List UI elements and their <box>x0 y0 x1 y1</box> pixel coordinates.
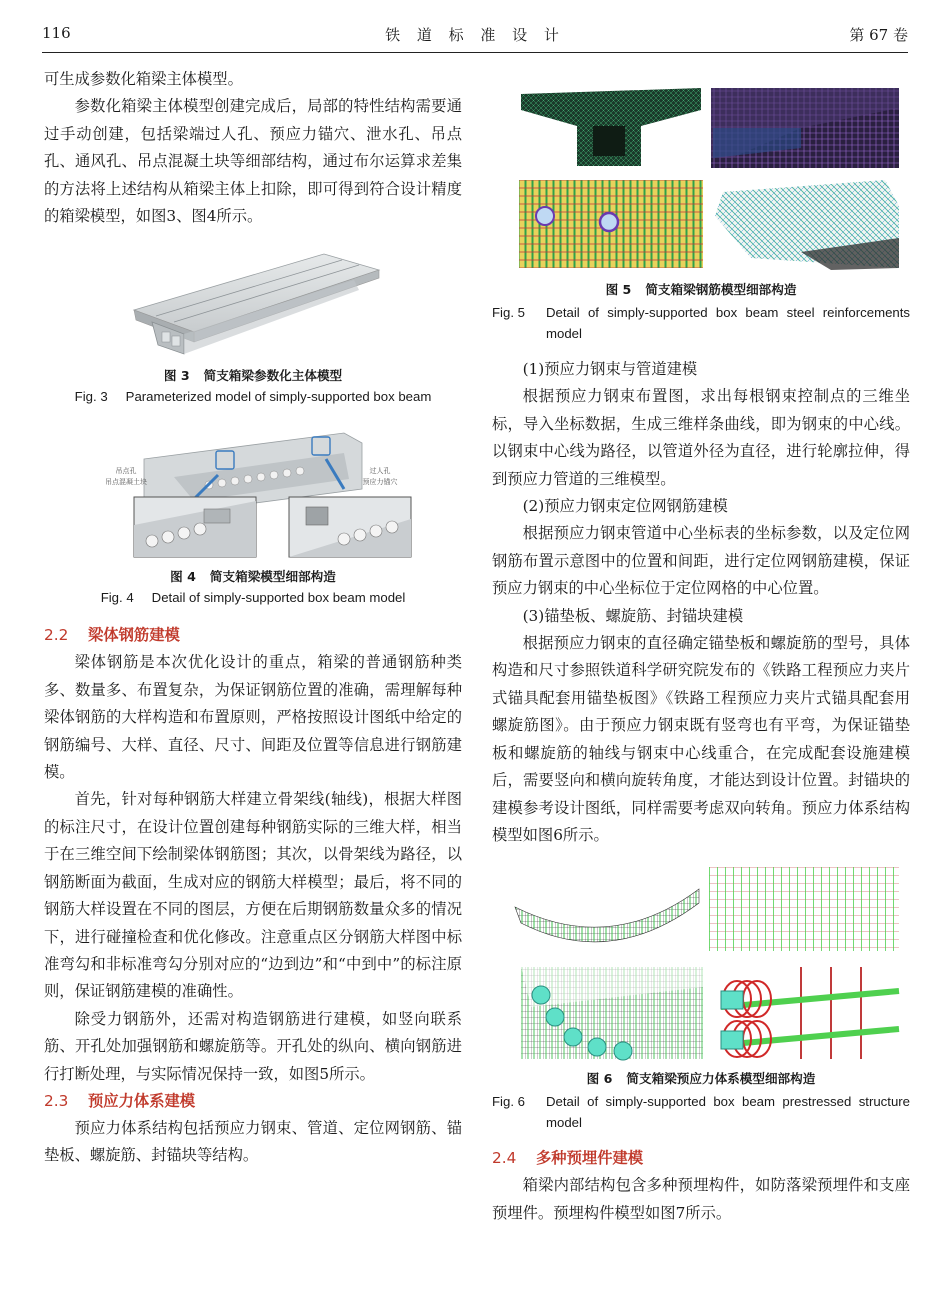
steel-reinforcement-detail-image <box>501 88 901 270</box>
figure-4 <box>44 429 462 559</box>
figure-6-caption-zh <box>492 1069 910 1089</box>
label-anchor-pocket: 预应力锚穴 <box>362 478 398 487</box>
figure-title: Parameterized model of simply-supported box beam <box>125 389 432 405</box>
paragraph: 根据预应力钢束布置图，求出每根钢束控制点的三维坐标，导入坐标数据，生成三维样条曲线，即为钢束的中心线。以钢束中心线为路径，以管道外径为直径，进行轮廓拉伸，得到预应力管道的三维模型。 <box>492 387 910 488</box>
figure-number: Fig. 4 <box>100 590 134 606</box>
figure-4-caption-en <box>44 587 462 608</box>
figure-title: Detail of simply-supported box beam model <box>151 590 406 606</box>
subheading: (1)预应力钢束与管道建模 <box>522 360 698 378</box>
paragraph: 箱梁内部结构包含多种预埋构件，如防落梁预埋件和支座预埋件。预埋构件模型如图7所示。 <box>492 1176 910 1222</box>
right-column <box>492 88 910 1227</box>
figure-title: 简支箱梁参数化主体模型 <box>203 368 343 384</box>
figure-number: 图 4 <box>170 569 196 585</box>
volume-label: 第 67 卷 <box>849 26 908 44</box>
figure-5-caption-en <box>492 302 910 344</box>
figure-number: 图 5 <box>605 282 632 297</box>
paragraph: 参数化箱梁主体模型创建完成后，局部的特性结构需要通过手动创建，包括梁端过人孔、预应力锚穴、泄水孔、吊点孔、通风孔、吊点混凝土块等细部结构，通过布尔运算求差集的方法将上述结构从箱梁主体上扣除，即可得到符合设计精度的箱梁模型，如图3、图4所示。 <box>44 97 462 226</box>
page-header <box>42 20 908 53</box>
figure-5 <box>501 88 901 270</box>
paragraph: 除受力钢筋外，还需对构造钢筋进行建模，如竖向联系筋、开孔处加强钢筋和螺旋筋等。开孔处的纵向、横向钢筋进行打断处理，与实际情况保持一致，如图5所示。 <box>44 1009 462 1083</box>
label-lifting-block: 吊点混凝土块 <box>105 478 147 487</box>
prestressed-structure-image <box>501 867 901 1063</box>
figure-3 <box>44 250 462 360</box>
figure-number: 图 3 <box>163 368 190 384</box>
label-manhole: 过人孔 <box>369 467 391 476</box>
figure-4-caption-zh <box>44 567 462 587</box>
figure-title: 简支箱梁模型细部构造 <box>209 569 336 585</box>
figure-3-caption-en <box>44 386 462 407</box>
figure-6-caption-en <box>492 1091 910 1133</box>
paragraph: 预应力体系结构包括预应力钢束、管道、定位网钢筋、锚垫板、螺旋筋、封锚块等结构。 <box>44 1118 462 1165</box>
figure-number: Fig. 3 <box>74 389 108 405</box>
figure-title: Detail of simply-supported box beam steel reinforcements model <box>546 305 910 341</box>
figure-title: Detail of simply-supported box beam prestressed structure model <box>546 1094 910 1131</box>
section-title: 多种预埋件建模 <box>536 1149 644 1168</box>
figure-title: 简支箱梁钢筋模型细部构造 <box>645 282 797 297</box>
paragraph: 根据预应力钢束的直径确定锚垫板和螺旋筋的型号，具体构造和尺寸参照铁道科学研究院发布的《铁路工程预应力夹片式锚具配套用锚垫板图》《铁路工程预应力夹片式锚具配套用螺旋筋图》。由于预应力钢束既有竖弯也有平弯，为保证锚垫板和螺旋筋的轴线与钢束中心线重合，在完成配套设施建模后，需要竖向和横向旋转角度，才能达到设计位置。封锚块的建模参考设计图纸，同样需要考虑双向转角。预应力体系结构模型如图6所示。 <box>492 634 910 844</box>
section-number: 2.4 <box>492 1149 517 1168</box>
page-number: 116 <box>42 24 71 42</box>
figure-title: 简支箱梁预应力体系模型细部构造 <box>626 1071 816 1087</box>
section-title: 梁体钢筋建模 <box>88 626 180 645</box>
paragraph: 根据预应力钢束管道中心坐标表的坐标参数，以及定位网钢筋布置示意图中的位置和间距，进行定位网钢筋建模，保证预应力钢束的中心坐标位于定位网格的中心位置。 <box>492 524 910 598</box>
section-heading-2-3 <box>44 1088 462 1115</box>
left-column <box>44 66 462 1170</box>
label-lifting-hole: 吊点孔 <box>115 467 137 476</box>
section-number: 2.2 <box>44 626 69 645</box>
figure-3-caption-zh <box>44 366 462 386</box>
paragraph: 梁体钢筋是本次优化设计的重点，箱梁的普通钢筋种类多、数量多、布置复杂，为保证钢筋位置的准确，需理解每种梁体钢筋的大样构造和布置原则，严格按照设计图纸中给定的钢筋编号、大样、直径、尺寸、间距及位置等信息进行钢筋建模。 <box>44 653 462 782</box>
figure-number: Fig. 5 <box>492 305 525 320</box>
paragraph: 首先，针对每种钢筋大样建立骨架线(轴线)，根据大样图的标注尺寸，在设计位置创建每种钢筋实际的三维大样，相当于在三维空间下绘制梁体钢筋图；其次，以骨架线为路径，以钢筋断面为截面，生成对应的钢筋大样模型；最后，将不同的钢筋大样设置在不同的图层，方便在后期钢筋数量众多的情况下，进行碰撞检查和优化修改。注意重点区分钢筋大样图中标准弯勾和非标准弯勾分别对应的“边到边”和“中到中”的标注原则，保证钢筋建模的准确性。 <box>44 790 462 1001</box>
box-beam-detail-image <box>44 429 462 559</box>
figure-number: Fig. 6 <box>492 1094 525 1110</box>
subheading: (2)预应力钢束定位网钢筋建模 <box>522 497 728 516</box>
figure-number: 图 6 <box>586 1071 613 1087</box>
section-number: 2.3 <box>44 1091 69 1110</box>
paragraph: 可生成参数化箱梁主体模型。 <box>44 70 243 88</box>
figure-5-caption-zh <box>492 280 910 300</box>
figure-6 <box>501 867 901 1063</box>
section-heading-2-2 <box>44 622 462 649</box>
section-heading-2-4 <box>492 1145 910 1172</box>
box-beam-main-model-image <box>44 250 462 360</box>
journal-title: 铁 道 标 准 设 计 <box>385 26 565 44</box>
section-title: 预应力体系建模 <box>88 1091 196 1110</box>
subheading: (3)锚垫板、螺旋筋、封锚块建模 <box>522 606 744 625</box>
